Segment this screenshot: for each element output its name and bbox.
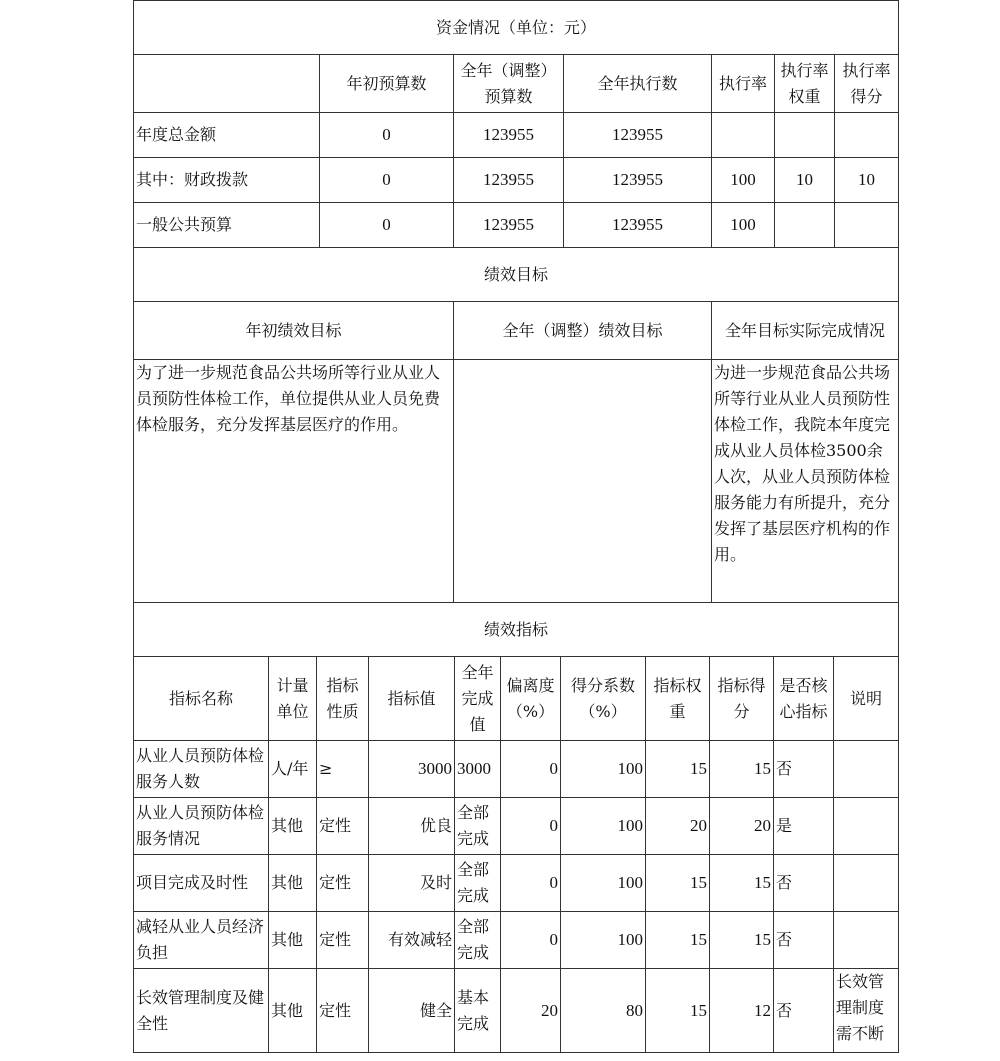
ind-note: [834, 855, 899, 912]
ind-note: [834, 741, 899, 798]
ind-completed: 3000: [455, 741, 501, 798]
table-row: [134, 741, 899, 798]
funds-goals-table: [133, 0, 899, 603]
indicators-table: [133, 602, 899, 1053]
table-row: [134, 798, 899, 855]
ind-unit: 其他: [269, 798, 317, 855]
ind-deviation: 0: [501, 741, 561, 798]
ind-completed: 全部完成: [455, 912, 501, 969]
ind-core: 否: [774, 912, 834, 969]
goals-section-title: 绩效目标: [134, 248, 899, 302]
table-row: [134, 969, 899, 1053]
ind-score: 15: [710, 912, 774, 969]
ind-deviation: 0: [501, 912, 561, 969]
ind-unit: 其他: [269, 855, 317, 912]
funds-row-initial: 0: [320, 203, 454, 248]
funds-row-rate: [712, 113, 775, 158]
funds-section-title: 资金情况（单位：元）: [134, 1, 899, 55]
funds-row-rate: 100: [712, 203, 775, 248]
ind-header-completed: 全年完成值: [455, 657, 501, 741]
funds-row-adjusted: 123955: [454, 158, 564, 203]
funds-row-weight: 10: [775, 158, 835, 203]
ind-value: 优良: [369, 798, 455, 855]
ind-core: 是: [774, 798, 834, 855]
ind-name: 从业人员预防体检服务情况: [134, 798, 269, 855]
ind-value: 健全: [369, 969, 455, 1053]
funds-header-weight: 执行率权重: [775, 55, 835, 113]
ind-coef: 100: [561, 855, 646, 912]
actual-completion-text: 为进一步规范食品公共场所等行业从业人员预防性体检工作，我院本年度完成从业人员体检3500余人次，从业人员预防体检服务能力有所提升，充分发挥了基层医疗机构的作用。: [712, 360, 899, 603]
goals-header-actual: 全年目标实际完成情况: [712, 302, 899, 360]
funds-row-executed: 123955: [564, 158, 712, 203]
ind-core: 否: [774, 969, 834, 1053]
ind-weight: 15: [646, 969, 710, 1053]
funds-row-adjusted: 123955: [454, 113, 564, 158]
funds-row: [134, 203, 899, 248]
ind-nature: ≥: [317, 741, 369, 798]
ind-value: 有效减轻: [369, 912, 455, 969]
ind-name: 长效管理制度及健全性: [134, 969, 269, 1053]
funds-row-score: [835, 113, 899, 158]
ind-header-deviation: 偏离度（%）: [501, 657, 561, 741]
ind-coef: 80: [561, 969, 646, 1053]
ind-nature: 定性: [317, 969, 369, 1053]
funds-row-weight: [775, 203, 835, 248]
funds-row-executed: 123955: [564, 203, 712, 248]
ind-name: 项目完成及时性: [134, 855, 269, 912]
ind-unit: 其他: [269, 912, 317, 969]
ind-header-coef: 得分系数（%）: [561, 657, 646, 741]
initial-goal-text: 为了进一步规范食品公共场所等行业从业人员预防性体检工作，单位提供从业人员免费体检服务，充分发挥基层医疗的作用。: [134, 360, 454, 603]
funds-row: [134, 113, 899, 158]
funds-header-blank: [134, 55, 320, 113]
funds-header-initial: 年初预算数: [320, 55, 454, 113]
ind-header-core: 是否核心指标: [774, 657, 834, 741]
ind-unit: 人/年: [269, 741, 317, 798]
ind-note: [834, 912, 899, 969]
funds-row: [134, 158, 899, 203]
ind-header-name: 指标名称: [134, 657, 269, 741]
ind-note: [834, 798, 899, 855]
ind-coef: 100: [561, 741, 646, 798]
ind-name: 减轻从业人员经济负担: [134, 912, 269, 969]
funds-row-name: 其中：财政拨款: [134, 158, 320, 203]
funds-header-executed: 全年执行数: [564, 55, 712, 113]
ind-weight: 15: [646, 912, 710, 969]
ind-header-unit: 计量单位: [269, 657, 317, 741]
funds-header-adjusted: 全年（调整）预算数: [454, 55, 564, 113]
ind-value: 及时: [369, 855, 455, 912]
ind-weight: 15: [646, 855, 710, 912]
ind-header-value: 指标值: [369, 657, 455, 741]
funds-row-adjusted: 123955: [454, 203, 564, 248]
ind-coef: 100: [561, 798, 646, 855]
funds-header-rate: 执行率: [712, 55, 775, 113]
ind-score: 12: [710, 969, 774, 1053]
ind-weight: 20: [646, 798, 710, 855]
ind-score: 15: [710, 855, 774, 912]
ind-score: 15: [710, 741, 774, 798]
funds-row-weight: [775, 113, 835, 158]
ind-weight: 15: [646, 741, 710, 798]
ind-header-weight: 指标权重: [646, 657, 710, 741]
ind-deviation: 0: [501, 798, 561, 855]
ind-core: 否: [774, 741, 834, 798]
ind-completed: 基本完成: [455, 969, 501, 1053]
ind-value: 3000: [369, 741, 455, 798]
ind-deviation: 20: [501, 969, 561, 1053]
ind-core: 否: [774, 855, 834, 912]
table-row: [134, 855, 899, 912]
ind-nature: 定性: [317, 798, 369, 855]
adjusted-goal-text: [454, 360, 712, 603]
ind-nature: 定性: [317, 855, 369, 912]
table-row: [134, 912, 899, 969]
funds-row-name: 年度总金额: [134, 113, 320, 158]
ind-header-score: 指标得分: [710, 657, 774, 741]
funds-header-score: 执行率得分: [835, 55, 899, 113]
ind-note: 长效管理制度需不断: [834, 969, 899, 1053]
ind-score: 20: [710, 798, 774, 855]
funds-row-score: 10: [835, 158, 899, 203]
goals-header-adjusted: 全年（调整）绩效目标: [454, 302, 712, 360]
indicators-section-title: 绩效指标: [134, 603, 899, 657]
funds-row-score: [835, 203, 899, 248]
funds-row-name: 一般公共预算: [134, 203, 320, 248]
ind-completed: 全部完成: [455, 798, 501, 855]
ind-deviation: 0: [501, 855, 561, 912]
ind-coef: 100: [561, 912, 646, 969]
funds-row-executed: 123955: [564, 113, 712, 158]
ind-nature: 定性: [317, 912, 369, 969]
funds-row-rate: 100: [712, 158, 775, 203]
ind-unit: 其他: [269, 969, 317, 1053]
ind-header-nature: 指标性质: [317, 657, 369, 741]
ind-completed: 全部完成: [455, 855, 501, 912]
funds-row-initial: 0: [320, 158, 454, 203]
goals-header-initial: 年初绩效目标: [134, 302, 454, 360]
ind-name: 从业人员预防体检服务人数: [134, 741, 269, 798]
ind-header-note: 说明: [834, 657, 899, 741]
funds-row-initial: 0: [320, 113, 454, 158]
